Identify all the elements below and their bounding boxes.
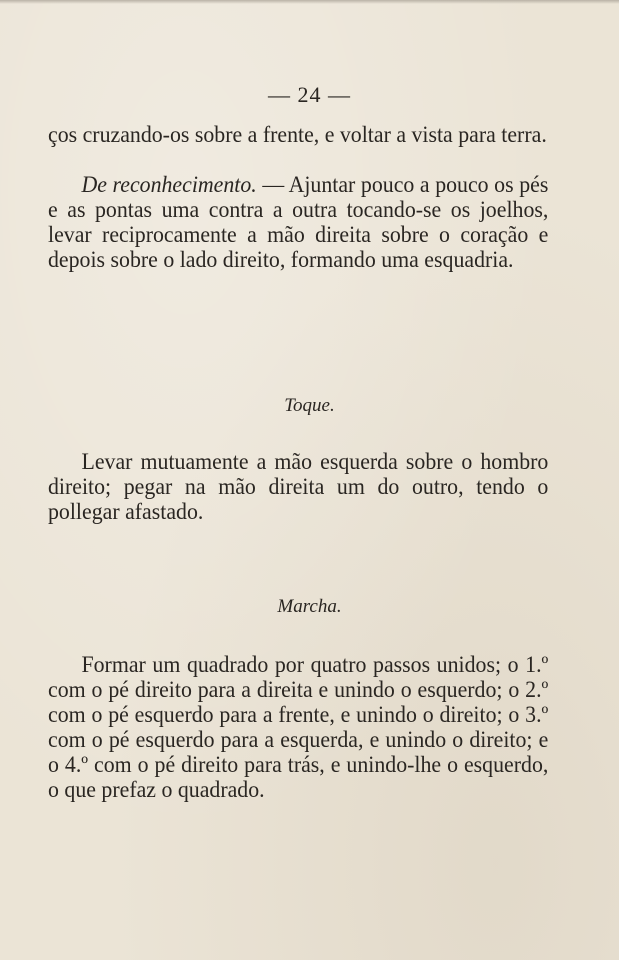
paragraph-marcha (48, 653, 548, 803)
page-number: — 24 — (268, 82, 351, 107)
paragraph-text: Formar um quadrado por quatro passos unidos; o 1.º com o pé direito para a direita e unindo o esquerdo; o 2.º com o pé esquerdo para a frente, e unindo o direito; o 3.º com o pé esquerdo para a esquerda, e unindo o direito; e o 4.º com o pé direito para trás, e unindo-lhe o esquerdo, o que prefaz o quadrado. (48, 652, 549, 803)
page-top-edge (0, 0, 619, 4)
paragraph-toque (48, 450, 548, 525)
paragraph-continuation (48, 123, 548, 148)
section-heading-toque: Toque. (284, 395, 335, 416)
paragraph-body: — Ajuntar pouco a pouco os pés e as pontas uma contra a outra tocando-se os joelhos, levar reciprocamente a mão direita sobre o coração e depois sobre o lado direito, formando uma esquadria. (48, 172, 549, 273)
paragraph-text: Levar mutuamente a mão esquerda sobre o hombro direito; pegar na mão direita um do outro, tendo o pollegar afastado. (48, 449, 549, 525)
paragraph-reconhecimento (48, 173, 548, 273)
section-heading-marcha: Marcha. (277, 596, 342, 617)
paragraph-text: ços cruzando-os sobre a frente, e voltar a vista para terra. (48, 122, 547, 148)
paragraph-text (48, 173, 548, 273)
section-lead-title: De reconhecimento. (81, 172, 257, 198)
